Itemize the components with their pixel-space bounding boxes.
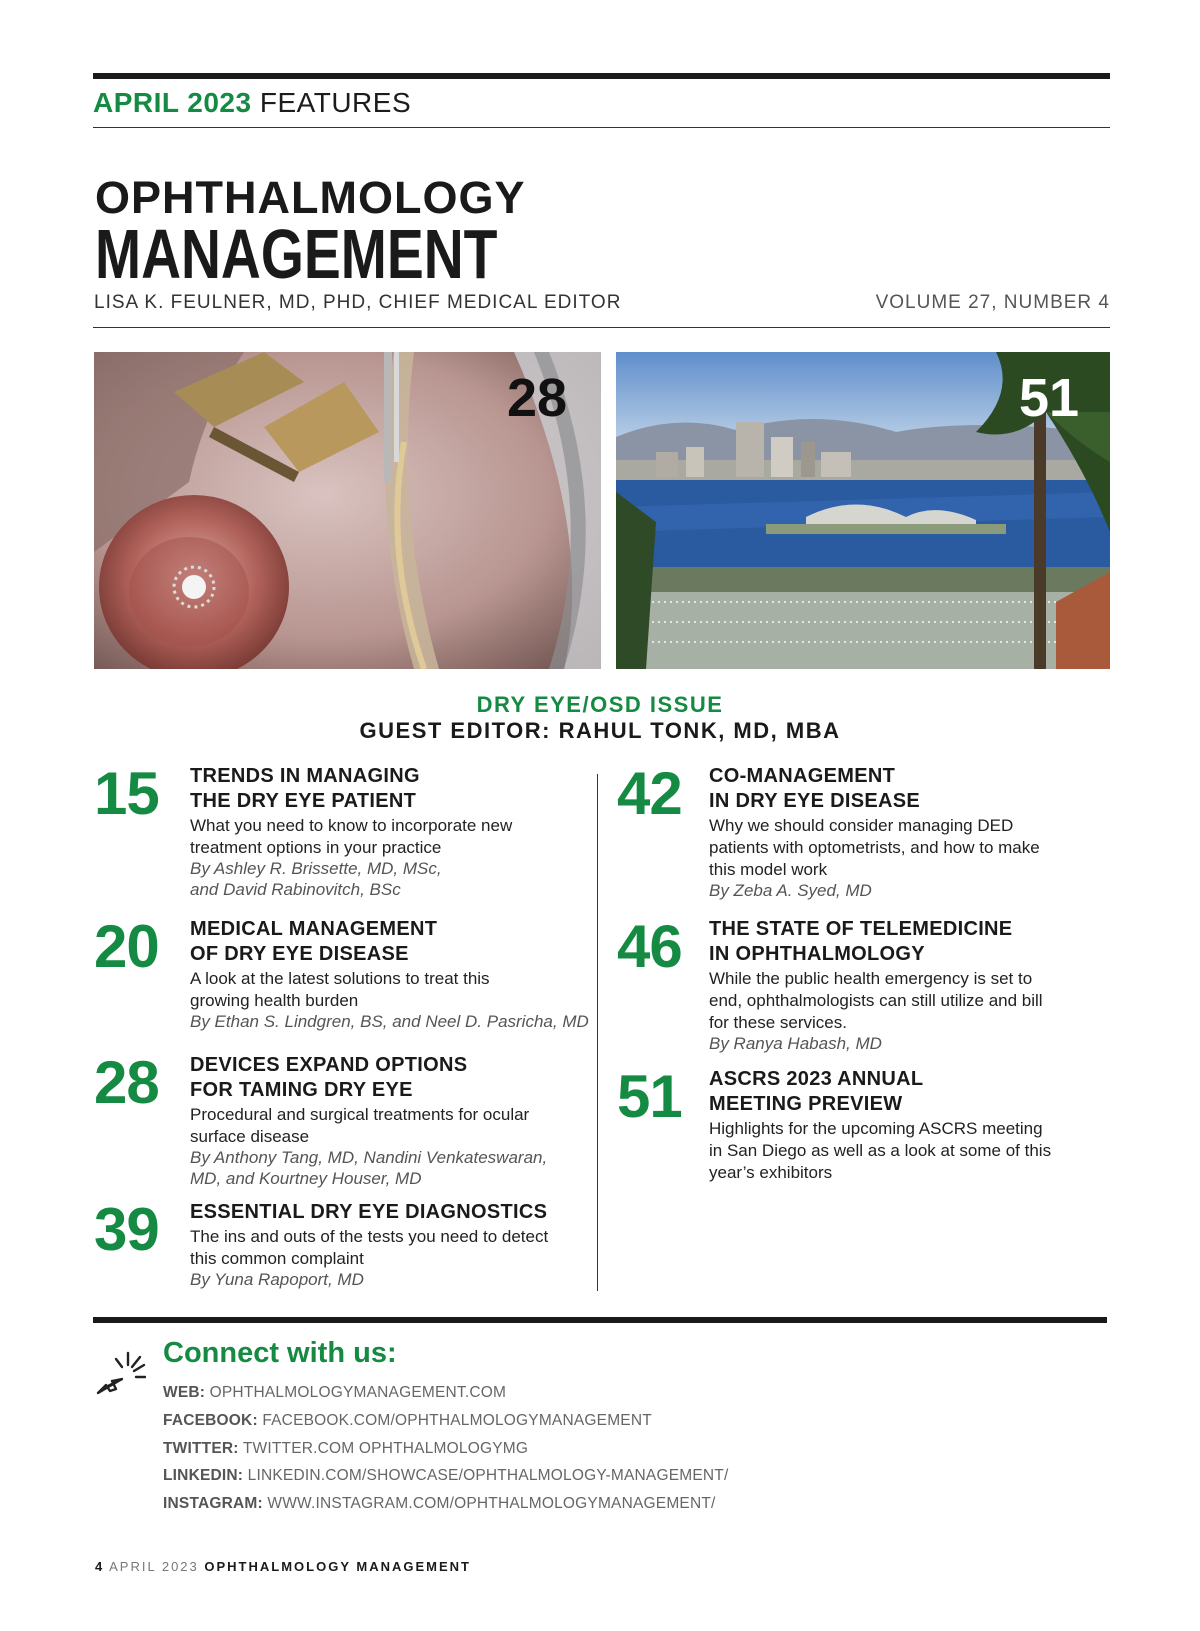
instagram-link[interactable] (163, 1495, 716, 1513)
article-title-line1: ASCRS 2023 ANNUAL (709, 1068, 924, 1090)
twitter-url[interactable]: TWITTER.COM OPHTHALMOLOGYMG (242, 1440, 529, 1457)
article-byline-line1: By Anthony Tang, MD, Nandini Venkateswaran, (190, 1148, 548, 1167)
twitter-label: TWITTER: (163, 1440, 239, 1457)
footer-date: APRIL 2023 (109, 1559, 199, 1574)
article-title-line2: FOR TAMING DRY EYE (190, 1079, 413, 1101)
article-description-line3: this model work (709, 860, 828, 879)
article-description-line2: growing health burden (190, 991, 359, 1010)
page-number: 4 (95, 1559, 105, 1574)
section-header (93, 86, 411, 120)
article-page-number: 28 (94, 1049, 159, 1116)
top-rule (93, 73, 1110, 79)
footer-magazine: OPHTHALMOLOGY MANAGEMENT (204, 1559, 471, 1574)
article-title-line2: IN OPHTHALMOLOGY (709, 943, 925, 965)
photo-page-number-28: 28 (507, 368, 568, 428)
article-title-line1: ESSENTIAL DRY EYE DIAGNOSTICS (190, 1201, 548, 1223)
article-description-line1: The ins and outs of the tests you need to detect (190, 1227, 549, 1246)
column-divider (597, 774, 598, 1291)
article-description-line1: Why we should consider managing DED (709, 816, 1014, 835)
connect-divider (93, 1317, 1107, 1323)
twitter-link[interactable] (163, 1440, 528, 1458)
article-byline-line1: By Ethan S. Lindgren, BS, and Neel D. Pasricha, MD (190, 1012, 589, 1031)
article-description-line3: for these services. (709, 1013, 847, 1032)
article-description-line2: in San Diego as well as a look at some of this (709, 1141, 1052, 1160)
linkedin-url[interactable]: LINKEDIN.COM/SHOWCASE/OPHTHALMOLOGY-MANAGEMENT/ (247, 1467, 729, 1484)
header-divider (93, 127, 1110, 128)
photo-page-number-51: 51 (1019, 368, 1080, 428)
instagram-url[interactable]: WWW.INSTAGRAM.COM/OPHTHALMOLOGYMANAGEMENT/ (267, 1495, 716, 1512)
article-description-line2: treatment options in your practice (190, 838, 442, 857)
masthead-divider (93, 327, 1110, 328)
article-byline-line2: and David Rabinovitch, BSc (190, 880, 401, 899)
facebook-link[interactable] (163, 1412, 652, 1430)
article-description-line2: patients with optometrists, and how to make (709, 838, 1040, 857)
header-month: APRIL 2023 (93, 87, 252, 118)
article-description-line2: end, ophthalmologists can still utilize and bill (709, 991, 1043, 1010)
article-page-number: 15 (94, 760, 159, 827)
masthead-line1: OPHTHALMOLOGY (95, 172, 526, 223)
masthead-line2: MANAGEMENT (95, 215, 498, 293)
article-byline-line1: By Zeba A. Syed, MD (709, 881, 872, 900)
article-title-line2: THE DRY EYE PATIENT (190, 790, 417, 812)
article-title-line2: IN DRY EYE DISEASE (709, 790, 921, 812)
page-footer (95, 1559, 471, 1574)
cursor-click-icon (94, 1345, 146, 1397)
article-title-line2: OF DRY EYE DISEASE (190, 943, 409, 965)
article-title-line1: THE STATE OF TELEMEDICINE (709, 918, 1013, 940)
article-title-line1: MEDICAL MANAGEMENT (190, 918, 438, 940)
article-page-number: 39 (94, 1196, 159, 1263)
article-title-line1: DEVICES EXPAND OPTIONS (190, 1054, 468, 1076)
article-byline-line1: By Ranya Habash, MD (709, 1034, 882, 1053)
issue-title: DRY EYE/OSD ISSUE (476, 692, 724, 717)
instagram-label: INSTAGRAM: (163, 1495, 263, 1512)
article-description-line2: this common complaint (190, 1249, 364, 1268)
web-label: WEB: (163, 1384, 206, 1401)
web-link[interactable] (163, 1384, 506, 1402)
header-label: FEATURES (259, 87, 412, 118)
article-title-line2: MEETING PREVIEW (709, 1093, 903, 1115)
volume-number: VOLUME 27, NUMBER 4 (875, 292, 1110, 313)
article-description-line3: year’s exhibitors (709, 1163, 833, 1182)
article-page-number: 42 (617, 760, 682, 827)
article-page-number: 46 (617, 913, 682, 980)
facebook-url[interactable]: FACEBOOK.COM/OPHTHALMOLOGYMANAGEMENT (262, 1412, 652, 1429)
article-description-line1: While the public health emergency is set to (709, 969, 1033, 988)
connect-title: Connect with us: (163, 1337, 397, 1369)
article-title-line1: CO-MANAGEMENT (709, 765, 896, 787)
article-byline-line1: By Yuna Rapoport, MD (190, 1270, 364, 1289)
article-byline-line1: By Ashley R. Brissette, MD, MSc, (190, 859, 442, 878)
article-title-line1: TRENDS IN MANAGING (190, 765, 420, 787)
linkedin-label: LINKEDIN: (163, 1467, 244, 1484)
article-description-line1: Highlights for the upcoming ASCRS meeting (709, 1119, 1043, 1138)
article-page-number: 51 (617, 1063, 682, 1130)
chief-editor: LISA K. FEULNER, MD, PHD, CHIEF MEDICAL EDITOR (94, 292, 622, 313)
article-page-number: 20 (94, 913, 159, 980)
linkedin-link[interactable] (163, 1467, 728, 1485)
article-byline-line2: MD, and Kourtney Houser, MD (190, 1169, 422, 1188)
web-url[interactable]: OPHTHALMOLOGYMANAGEMENT.COM (209, 1384, 507, 1401)
article-description-line1: A look at the latest solutions to treat this (190, 969, 490, 988)
article-description-line1: Procedural and surgical treatments for ocular (190, 1105, 530, 1124)
guest-editor: GUEST EDITOR: RAHUL TONK, MD, MBA (359, 718, 841, 743)
article-description-line2: surface disease (190, 1127, 310, 1146)
facebook-label: FACEBOOK: (163, 1412, 258, 1429)
article-description-line1: What you need to know to incorporate new (190, 816, 513, 835)
